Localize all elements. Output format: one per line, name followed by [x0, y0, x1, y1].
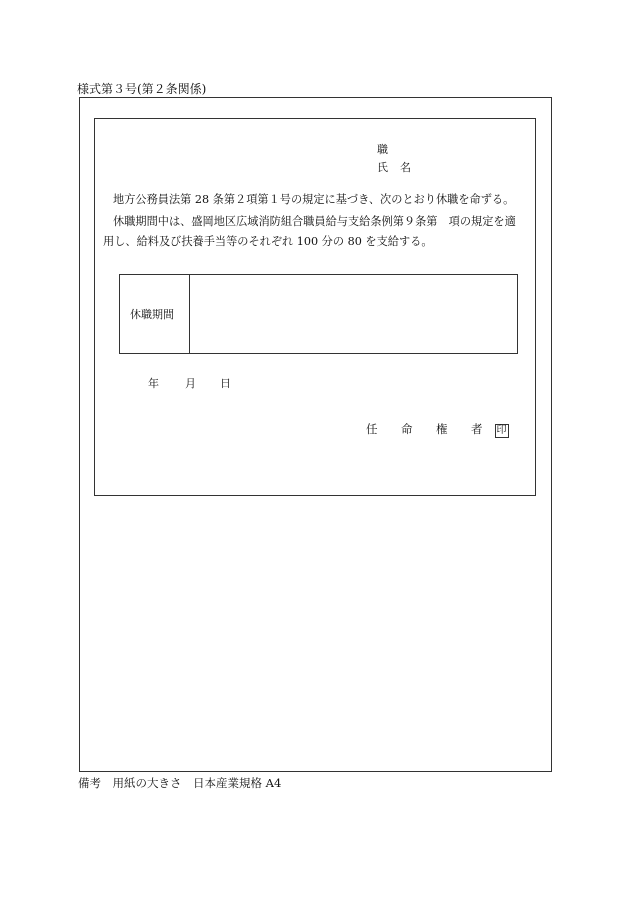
appointer-char-2: 命 — [401, 422, 413, 436]
body-line-3: 用し、給料及び扶養手当等のそれぞれ 100 分の 80 を支給する。 — [103, 235, 433, 248]
date-line — [148, 375, 231, 391]
form-number-label: 様式第３号(第２条関係) — [77, 82, 207, 96]
body-line-2: 休職期間中は、盛岡地区広域消防組合職員給与支給条例第９条第 項の規定を適 — [113, 215, 516, 228]
footer-note: 備考 用紙の大きさ 日本産業規格 A4 — [78, 776, 282, 790]
position-label: 職 — [377, 143, 388, 156]
seal-mark: 印 — [496, 425, 507, 436]
leave-period-table — [119, 274, 518, 354]
appointing-authority — [366, 421, 509, 438]
leave-period-label: 休職期間 — [130, 308, 174, 321]
appointer-char-4: 者 — [471, 422, 483, 436]
name-label: 氏名 — [377, 161, 423, 174]
date-day-label: 日 — [220, 377, 231, 390]
date-year-label: 年 — [148, 377, 159, 390]
body-line-1: 地方公務員法第 28 条第２項第１号の規定に基づき、次のとおり休職を命ずる。 — [113, 193, 515, 206]
appointer-char-1: 任 — [366, 422, 378, 436]
appointer-char-3: 権 — [436, 422, 448, 436]
date-month-label: 月 — [185, 377, 196, 390]
table-divider — [189, 275, 190, 353]
